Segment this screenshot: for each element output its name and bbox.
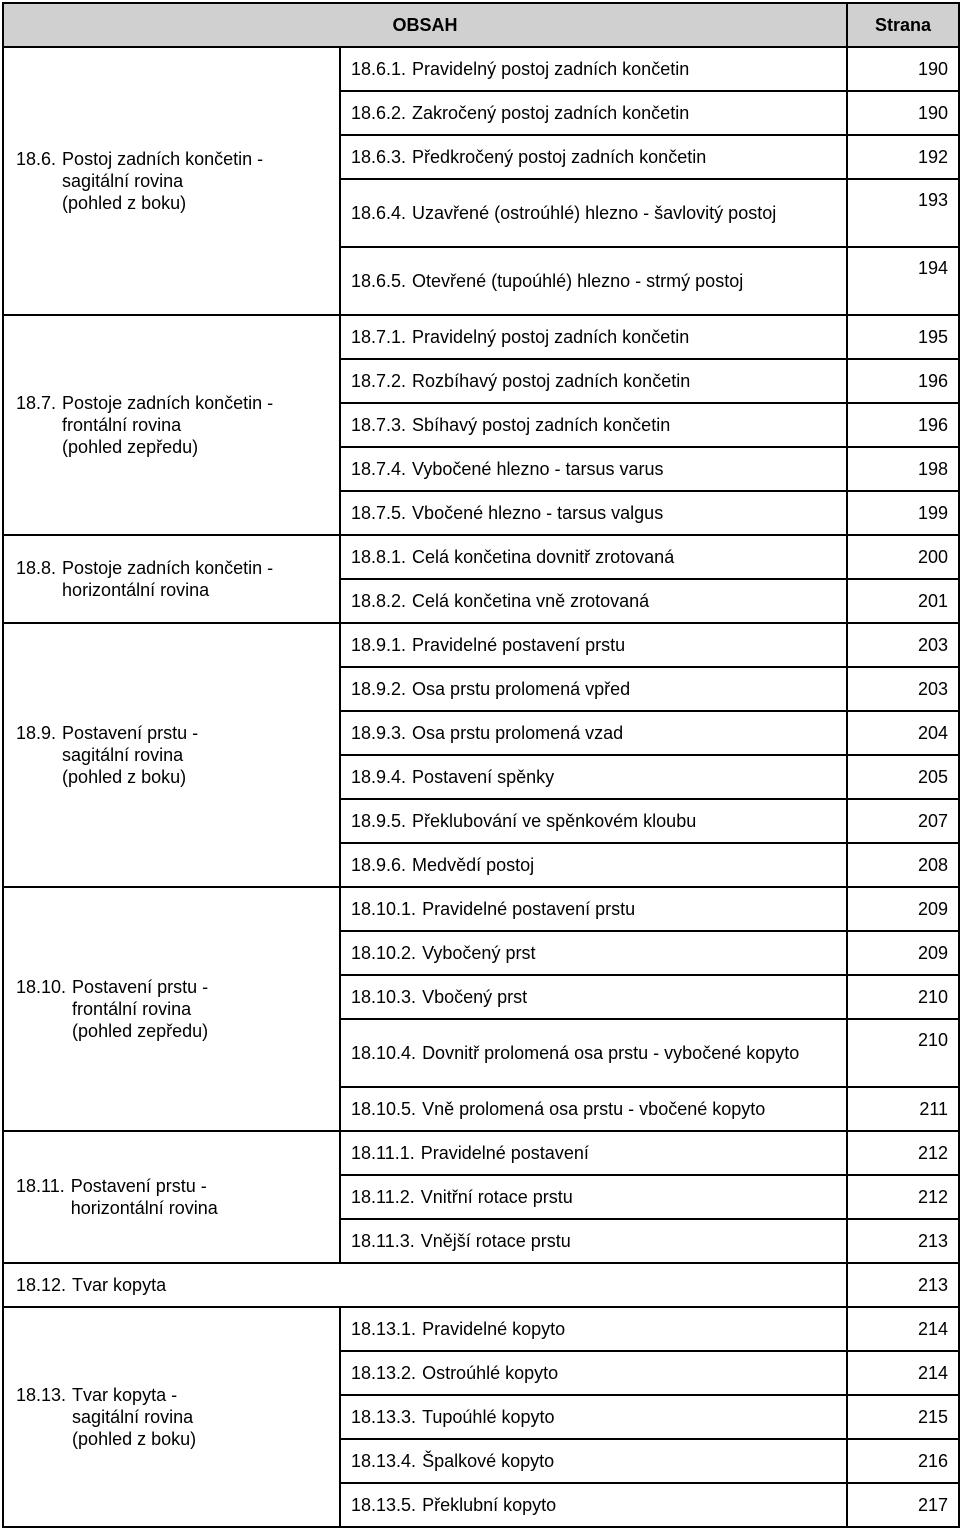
subsection-entry <box>340 359 847 403</box>
subsection-title: Postavení spěnky <box>412 767 555 787</box>
toc-body <box>3 47 959 1527</box>
subsection-entry <box>340 179 847 247</box>
subsection-number: 18.13.5. <box>351 1495 417 1515</box>
section-title-line: horizontální rovina <box>70 1198 218 1218</box>
page-number: 214 <box>847 1307 959 1351</box>
section-title-line: (pohled z boku) <box>72 1429 197 1449</box>
page-number: 208 <box>847 843 959 887</box>
page-number: 190 <box>847 91 959 135</box>
subsection-number: 18.7.1. <box>351 327 407 347</box>
subsection-title: Překlubování ve spěnkovém kloubu <box>412 811 697 831</box>
toc-row <box>3 1307 959 1351</box>
section-title-line: Tvar kopyta <box>72 1275 167 1295</box>
subsection-entry <box>340 1019 847 1087</box>
subsection-number: 18.13.3. <box>351 1407 417 1427</box>
subsection-entry <box>340 799 847 843</box>
subsection-title: Zakročený postoj zadních končetin <box>412 103 690 123</box>
subsection-entry <box>340 447 847 491</box>
section-title-line: Postoje zadních končetin - <box>62 393 274 413</box>
subsection-entry <box>340 623 847 667</box>
subsection-title: Vnitřní rotace prstu <box>420 1187 573 1207</box>
subsection-title: Vně prolomená osa prstu - vbočené kopyto <box>422 1099 766 1119</box>
subsection-title: Tupoúhlé kopyto <box>422 1407 555 1427</box>
subsection-title: Pravidelné postavení prstu <box>422 899 636 919</box>
section-number: 18.11. <box>16 1176 65 1196</box>
section-title-line: frontální rovina <box>72 999 192 1019</box>
section-title <box>3 1131 340 1263</box>
section-number: 18.7. <box>16 393 57 413</box>
subsection-entry <box>340 91 847 135</box>
subsection-number: 18.6.4. <box>351 203 407 223</box>
subsection-number: 18.9.5. <box>351 811 407 831</box>
contents-heading: OBSAH <box>3 3 847 47</box>
toc-row <box>3 1263 959 1307</box>
section-title <box>3 1263 847 1307</box>
subsection-number: 18.9.4. <box>351 767 407 787</box>
subsection-number: 18.11.2. <box>351 1187 415 1207</box>
page-number: 193 <box>847 179 959 247</box>
table-of-contents <box>2 2 960 1528</box>
subsection-entry <box>340 1483 847 1527</box>
subsection-title: Špalkové kopyto <box>422 1451 555 1471</box>
page-number: 198 <box>847 447 959 491</box>
subsection-entry <box>340 247 847 315</box>
subsection-entry <box>340 1131 847 1175</box>
subsection-entry <box>340 931 847 975</box>
section-title-line: sagitální rovina <box>62 745 184 765</box>
section-title-line: Postavení prstu - <box>70 1176 207 1196</box>
section-title-line: horizontální rovina <box>62 580 210 600</box>
subsection-title: Uzavřené (ostroúhlé) hlezno - šavlovitý postoj <box>412 203 777 223</box>
subsection-entry <box>340 1351 847 1395</box>
page-number: 194 <box>847 247 959 315</box>
section-title-line: Postavení prstu - <box>62 723 199 743</box>
subsection-title: Překlubní kopyto <box>422 1495 557 1515</box>
page-number: 213 <box>847 1263 959 1307</box>
page-number: 213 <box>847 1219 959 1263</box>
section-title <box>3 887 340 1131</box>
toc-row <box>3 887 959 931</box>
section-number: 18.9. <box>16 723 57 743</box>
subsection-entry <box>340 1439 847 1483</box>
subsection-entry <box>340 135 847 179</box>
page-number: 209 <box>847 931 959 975</box>
page-number: 205 <box>847 755 959 799</box>
section-title-line: Tvar kopyta - <box>72 1385 178 1405</box>
toc-row <box>3 315 959 359</box>
subsection-title: Ostroúhlé kopyto <box>422 1363 559 1383</box>
subsection-title: Dovnitř prolomená osa prstu - vybočené kopyto <box>422 1043 800 1063</box>
page-number: 201 <box>847 579 959 623</box>
subsection-title: Předkročený postoj zadních končetin <box>412 147 707 167</box>
page-heading: Strana <box>847 3 959 47</box>
subsection-number: 18.9.3. <box>351 723 407 743</box>
section-title-line: (pohled z boku) <box>62 193 187 213</box>
subsection-entry <box>340 403 847 447</box>
page-number: 195 <box>847 315 959 359</box>
subsection-number: 18.10.5. <box>351 1099 417 1119</box>
section-title-line: frontální rovina <box>62 415 182 435</box>
page-number: 212 <box>847 1131 959 1175</box>
subsection-title: Vybočené hlezno - tarsus varus <box>412 459 664 479</box>
subsection-title: Pravidelný postoj zadních končetin <box>412 59 690 79</box>
subsection-title: Medvědí postoj <box>412 855 535 875</box>
subsection-title: Celá končetina dovnitř zrotovaná <box>412 547 675 567</box>
subsection-title: Pravidelný postoj zadních končetin <box>412 327 690 347</box>
page-number: 196 <box>847 403 959 447</box>
page-number: 203 <box>847 667 959 711</box>
subsection-title: Osa prstu prolomená vzad <box>412 723 624 743</box>
subsection-number: 18.10.4. <box>351 1043 417 1063</box>
subsection-title: Vbočený prst <box>422 987 528 1007</box>
subsection-entry <box>340 315 847 359</box>
subsection-number: 18.10.1. <box>351 899 417 919</box>
toc-row <box>3 623 959 667</box>
page-number: 199 <box>847 491 959 535</box>
subsection-entry <box>340 975 847 1019</box>
subsection-number: 18.13.2. <box>351 1363 417 1383</box>
subsection-entry <box>340 47 847 91</box>
section-title-line: Postavení prstu - <box>72 977 209 997</box>
section-title-line: Postoje zadních končetin - <box>62 558 274 578</box>
subsection-number: 18.13.4. <box>351 1451 417 1471</box>
page-number: 210 <box>847 975 959 1019</box>
subsection-number: 18.8.2. <box>351 591 407 611</box>
section-number: 18.6. <box>16 149 57 169</box>
page-number: 200 <box>847 535 959 579</box>
subsection-number: 18.6.2. <box>351 103 407 123</box>
page-number: 211 <box>847 1087 959 1131</box>
subsection-number: 18.9.1. <box>351 635 407 655</box>
header-row <box>3 3 959 47</box>
page-number: 209 <box>847 887 959 931</box>
subsection-title: Sbíhavý postoj zadních končetin <box>412 415 671 435</box>
subsection-title: Rozbíhavý postoj zadních končetin <box>412 371 691 391</box>
subsection-entry <box>340 1219 847 1263</box>
subsection-title: Vbočené hlezno - tarsus valgus <box>412 503 664 523</box>
page-number: 196 <box>847 359 959 403</box>
subsection-entry <box>340 1087 847 1131</box>
section-title <box>3 535 340 623</box>
subsection-number: 18.11.3. <box>351 1231 415 1251</box>
subsection-number: 18.10.3. <box>351 987 417 1007</box>
subsection-title: Pravidelné postavení <box>420 1143 589 1163</box>
subsection-number: 18.7.3. <box>351 415 407 435</box>
page-number: 190 <box>847 47 959 91</box>
subsection-title: Pravidelné kopyto <box>422 1319 566 1339</box>
section-number: 18.10. <box>16 977 67 997</box>
section-title <box>3 1307 340 1527</box>
section-title-line: (pohled zepředu) <box>62 437 199 457</box>
page-number: 207 <box>847 799 959 843</box>
toc-row <box>3 535 959 579</box>
subsection-number: 18.6.5. <box>351 271 407 291</box>
subsection-number: 18.7.5. <box>351 503 407 523</box>
section-title-line: (pohled zepředu) <box>72 1021 209 1041</box>
subsection-title: Pravidelné postavení prstu <box>412 635 626 655</box>
page-number: 204 <box>847 711 959 755</box>
page-number: 217 <box>847 1483 959 1527</box>
subsection-number: 18.6.3. <box>351 147 407 167</box>
section-number: 18.13. <box>16 1385 67 1405</box>
subsection-entry <box>340 535 847 579</box>
subsection-entry <box>340 755 847 799</box>
subsection-number: 18.11.1. <box>351 1143 415 1163</box>
page-number: 212 <box>847 1175 959 1219</box>
section-title <box>3 47 340 315</box>
section-number: 18.8. <box>16 558 57 578</box>
page-number: 215 <box>847 1395 959 1439</box>
subsection-number: 18.8.1. <box>351 547 407 567</box>
section-title <box>3 315 340 535</box>
subsection-title: Otevřené (tupoúhlé) hlezno - strmý postoj <box>412 271 744 291</box>
page-number: 214 <box>847 1351 959 1395</box>
subsection-number: 18.9.2. <box>351 679 407 699</box>
section-title-line: Postoj zadních končetin - <box>62 149 264 169</box>
toc-row <box>3 47 959 91</box>
page-number: 210 <box>847 1019 959 1087</box>
subsection-entry <box>340 579 847 623</box>
subsection-number: 18.13.1. <box>351 1319 417 1339</box>
subsection-entry <box>340 1175 847 1219</box>
section-title-line: sagitální rovina <box>62 171 184 191</box>
section-title <box>3 623 340 887</box>
subsection-entry <box>340 491 847 535</box>
subsection-title: Vybočený prst <box>422 943 536 963</box>
section-title-line: sagitální rovina <box>72 1407 194 1427</box>
subsection-entry <box>340 1395 847 1439</box>
subsection-number: 18.7.2. <box>351 371 407 391</box>
subsection-number: 18.10.2. <box>351 943 417 963</box>
page-number: 203 <box>847 623 959 667</box>
page-number: 216 <box>847 1439 959 1483</box>
section-title-line: (pohled z boku) <box>62 767 187 787</box>
subsection-number: 18.7.4. <box>351 459 407 479</box>
toc-row <box>3 1131 959 1175</box>
subsection-number: 18.6.1. <box>351 59 407 79</box>
subsection-number: 18.9.6. <box>351 855 407 875</box>
subsection-entry <box>340 843 847 887</box>
subsection-entry <box>340 667 847 711</box>
subsection-entry <box>340 887 847 931</box>
subsection-entry <box>340 1307 847 1351</box>
page-number: 192 <box>847 135 959 179</box>
subsection-title: Osa prstu prolomená vpřed <box>412 679 631 699</box>
subsection-title: Vnější rotace prstu <box>420 1231 571 1251</box>
subsection-title: Celá končetina vně zrotovaná <box>412 591 650 611</box>
section-number: 18.12. <box>16 1275 67 1295</box>
subsection-entry <box>340 711 847 755</box>
